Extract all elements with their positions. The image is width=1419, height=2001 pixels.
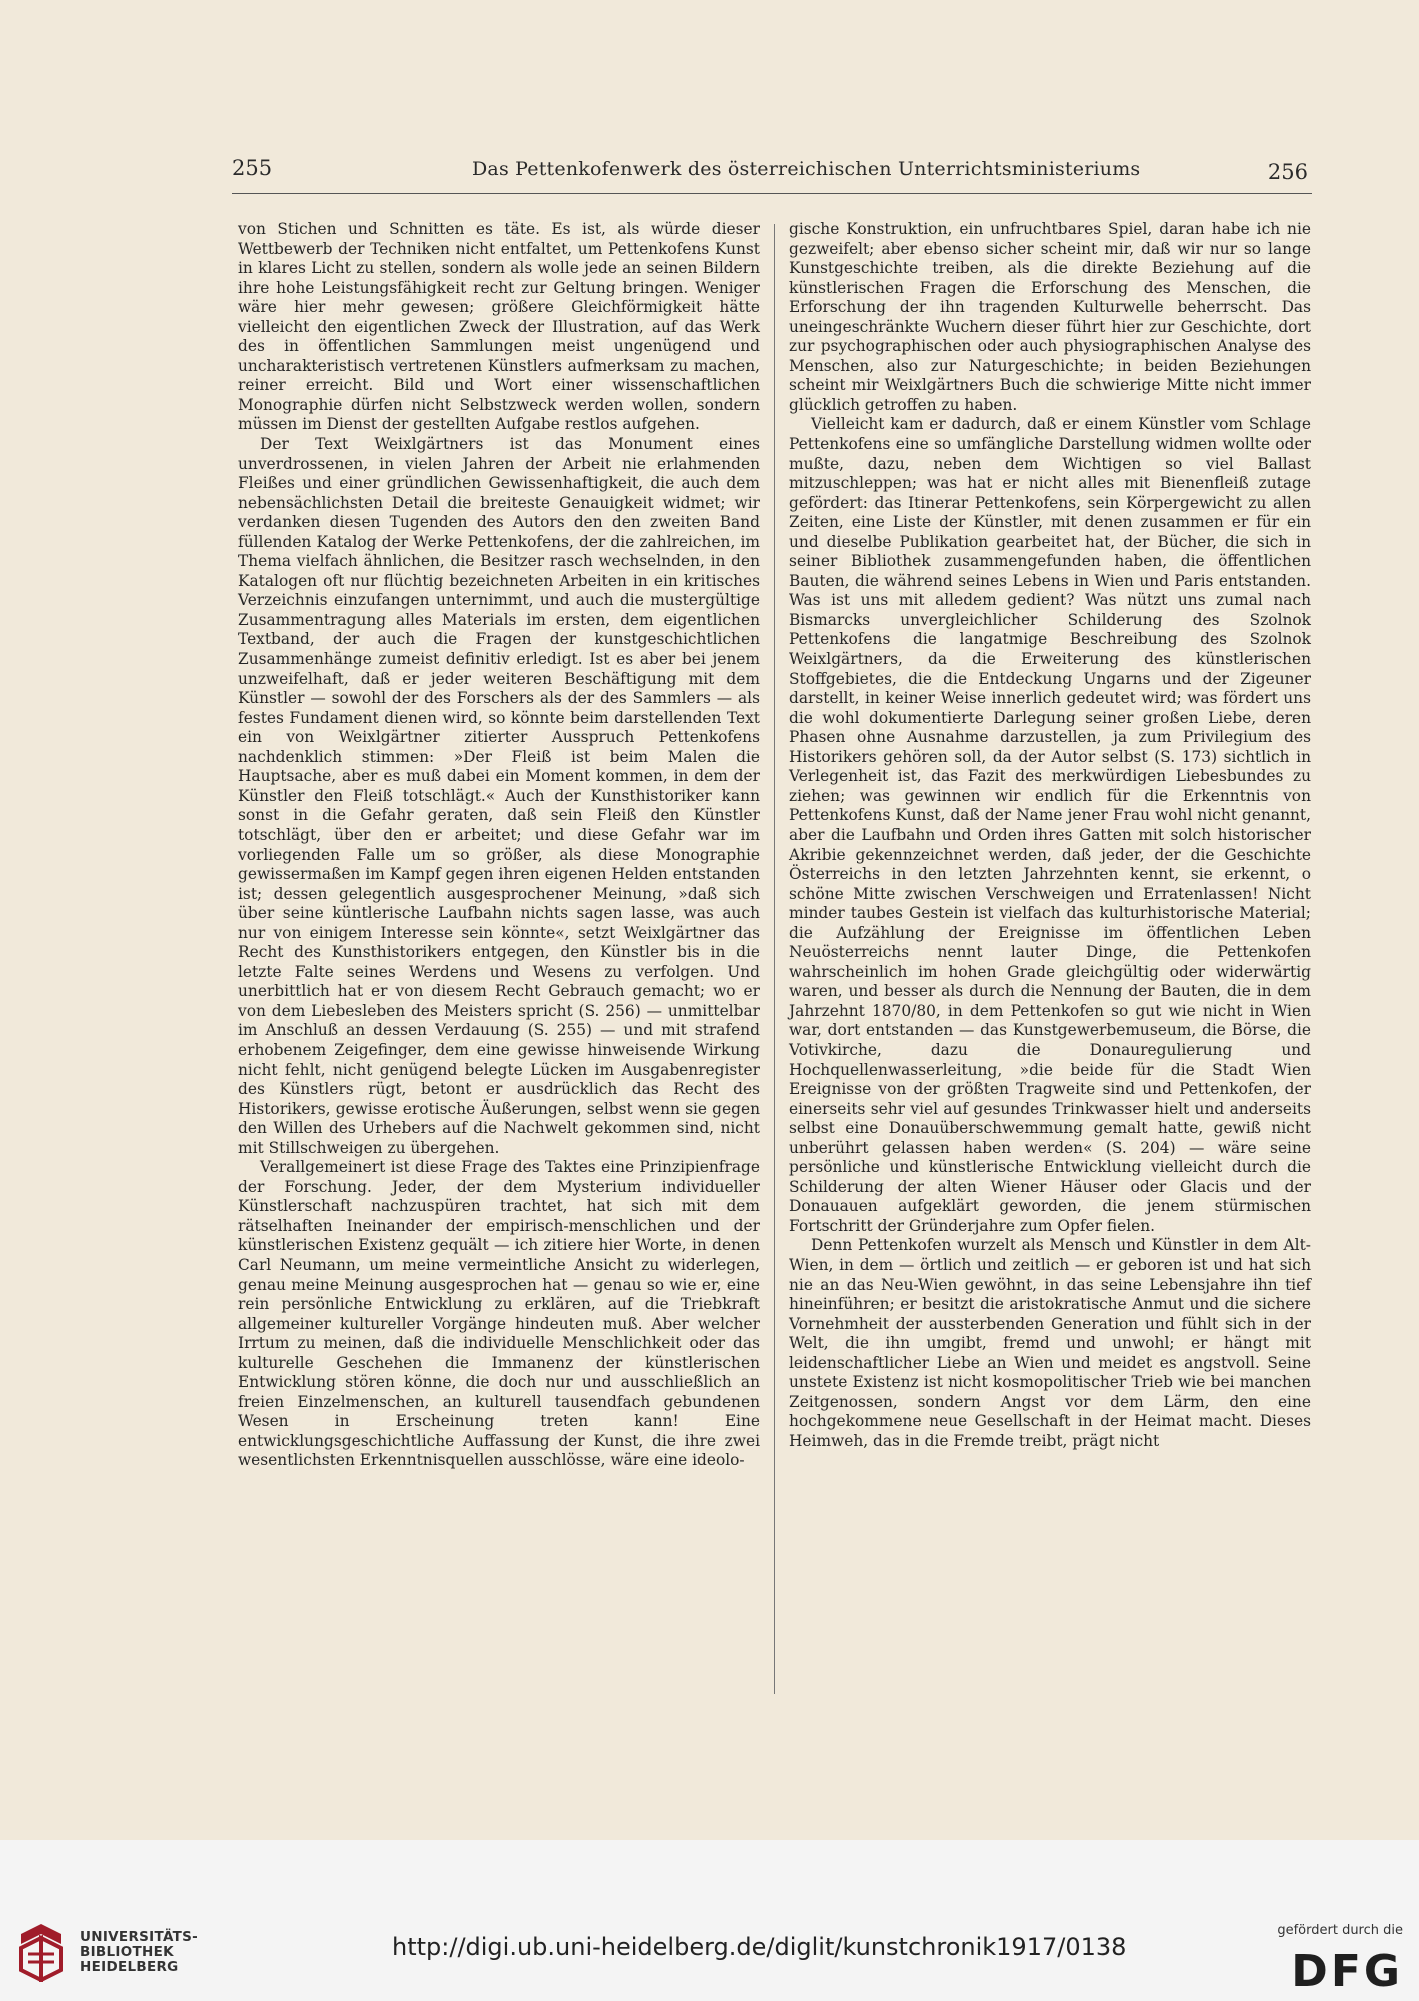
paragraph: Verallgemeinert ist diese Frage des Taktes eine Prinzipienfrage der Forschung. Jeder, der dem Mysterium individueller Künstlerschaft nachzuspüren trachtet, hat sich mit dem rätselhaften Ineinander der empirisch-menschlichen und der künstlerischen Existenz gequält — ich zitiere hier Worte, in denen Carl Neumann, um meine vermeintliche Ansicht zu widerlegen, genau meine Meinung ausgesprochen hat — genau so wie er, eine rein persönliche Entwicklung zu erklären, auf die Triebkraft allgemeiner kultureller Vorgänge hindeuten muß. Aber welcher Irrtum zu meinen, daß die individuelle Menschlichkeit oder das kulturelle Geschehen die Immanenz der künstlerischen Entwicklung stören könne, die doch nur und ausschließlich an freien Einzelmenschen, an kulturell tausendfach gebundenen Wesen in Erscheinung treten kann! Eine entwicklungsgeschichtliche Auffassung der Kunst, die ihre zwei wesentlichsten Erkenntnisquellen ausschlösse, wäre eine ideolo- — [238, 1158, 760, 1470]
paragraph: Vielleicht kam er dadurch, daß er einem Künstler vom Schlage Pettenkofens eine so umfängliche Darstellung widmen wollte oder mußte, dazu, neben dem Wichtigen so viel Ballast mitzuschleppen; was hat er nicht alles mit Bienenfleiß zutage gefördert: das Itinerar Pettenkofens, sein Körpergewicht zu allen Zeiten, eine Liste der Künstler, mit denen zusammen er für ein und dieselbe Publikation gearbeitet hat, der Bücher, die sich in seiner Bibliothek zusammengefunden haben, die öffentlichen Bauten, die während seines Lebens in Wien und Paris entstanden. Was ist uns mit alledem gedient? Was nützt uns zumal nach Bismarcks unvergleichlicher Schilderung des Szolnok Pettenkofens die langatmige Beschreibung des Szolnok Weixlgärtners, da die Erweiterung des künstlerischen Stoffgebietes, die die Entdeckung Ungarns und der Zigeuner darstellt, in keiner Weise innerlich gedeutet wird; was fördert uns die wohl dokumentierte Darlegung seiner großen Liebe, deren Phasen ohne Ausnahme darzustellen, ja zum Privilegium des Historikers gehören soll, da der Autor selbst (S. 173) sichtlich in Verlegenheit ist, das Fazit des merkwürdigen Liebesbundes zu ziehen; was gewinnen wir endlich für die Erkenntnis von Pettenkofens Kunst, daß der Name jener Frau wohl nicht genannt, aber die Laufbahn und Orden ihres Gatten mit solch historischer Akribie gekennzeichnet werden, daß jeder, der die Geschichte Österreichs in den letzten Jahrzehnten kennt, sie erkennt, o schöne Mitte zwischen Verschweigen und Erratenlassen! Nicht minder taubes Gestein ist vielfach das kulturhistorische Material; die Aufzählung der Ereignisse im öffentlichen Leben Neuösterreichs nennt lauter Dinge, die Pettenkofen wahrscheinlich im hohen Grade gleichgültig oder widerwärtig waren, und besser als durch die Nennung der Bauten, die in dem Jahrzehnt 1870/80, in dem Pettenkofen so gut wie nicht in Wien war, dort entstanden — das Kunstgewerbemuseum, die Börse, die Votivkirche, dazu die Donauregulierung und Hochquellenwasserleitung, »die beide für die Stadt Wien Ereignisse von der größten Tragweite sind und Pettenkofen, der einerseits sehr viel auf gesundes Trinkwasser hielt und anderseits selbst eine Donauüberschwemmung gemalt hatte, gewiß nicht unberührt gelassen haben werden« (S. 204) — wäre seine persönliche und künstlerische Entwicklung vielleicht durch die Schilderung der alten Wiener Häuser oder Glacis und der Donauauen aufgeklärt geworden, die jenem stürmischen Fortschritt der Gründerjahre zum Opfer fielen. — [789, 415, 1311, 1235]
page-number-right: 256 — [1267, 160, 1308, 184]
dfg-logo: DFG — [1291, 1946, 1403, 1997]
left-column — [238, 220, 760, 1471]
funding-text: gefördert durch die — [1277, 1923, 1403, 1938]
viewer-footer — [0, 1840, 1419, 2001]
library-name: UNIVERSITÄTS- BIBLIOTHEK HEIDELBERG — [80, 1929, 199, 1975]
header-rule — [232, 193, 1312, 194]
paragraph: Denn Pettenkofen wurzelt als Mensch und Künstler in dem Alt-Wien, in dem — örtlich und zeitlich — er geboren ist und hat sich nie an das Neu-Wien gewöhnt, in das seine Lebensjahre ihn tief hineinführen; er besitzt die aristokratische Anmut und die sichere Vornehmheit der aussterbenden Generation und fühlt sich in der Welt, die ihn umgibt, fremd und unwohl; er hängt mit leidenschaftlicher Liebe an Wien und meidet es angstvoll. Seine unstete Existenz ist nicht kosmopolitischer Trieb wie bei manchen Zeitgenossen, sondern Angst vor dem Lärm, den eine hochgekommene neue Gesellschaft in der Heimat macht. Dieses Heimweh, das in die Fremde treibt, prägt nicht — [789, 1236, 1311, 1450]
right-column — [789, 220, 1311, 1451]
page-number-left: 255 — [232, 156, 273, 180]
source-url-link[interactable]: http://digi.ub.uni-heidelberg.de/diglit/kunstchronik1917/0138 — [392, 1933, 1127, 1961]
column-divider — [774, 224, 775, 1694]
paragraph: gische Konstruktion, ein unfruchtbares Spiel, daran habe ich nie gezweifelt; aber ebenso sicher scheint mir, daß wir nur so lange Kunstgeschichte treiben, als die direkte Beziehung auf die künstlerischen Fragen die Erforschung des Menschen, die Erforschung der ihn tragenden Kulturwelle beherrscht. Das uneingeschränkte Wuchern dieser führt hier zur Geschichte, dort zur psychographischen oder auch physiographischen Analyse des Menschen, also zur Naturgeschichte; in beiden Beziehungen scheint mir Weixlgärtners Buch die schwierige Mitte nicht immer glücklich getroffen zu haben. — [789, 220, 1311, 414]
running-header — [232, 154, 1312, 190]
paragraph: von Stichen und Schnitten es täte. Es ist, als würde dieser Wettbewerb der Techniken nicht entfaltet, um Pettenkofens Kunst in klares Licht zu stellen, sondern als wolle jede an seinen Bildern ihre hohe Leistungsfähigkeit recht zur Geltung bringen. Weniger wäre hier mehr gewesen; größere Gleichförmigkeit hätte vielleicht den eigentlichen Zweck der Illustration, auf das Werk des in öffentlichen Sammlungen meist ungenügend und uncharakteristisch vertretenen Künstlers aufmerksam zu machen, reiner erreicht. Bild und Wort einer wissenschaftlichen Monographie dürfen nicht Selbstzweck werden wollen, sondern müssen im Dienst der gestellten Aufgabe restlos aufgehen. — [238, 220, 760, 434]
paragraph: Der Text Weixlgärtners ist das Monument eines unverdrossenen, in vielen Jahren der Arbeit nie erlahmenden Fleißes und einer gründlichen Gewissenhaftigkeit, die auch dem nebensächlichsten Detail die breiteste Genauigkeit widmet; wir verdanken diesen Tugenden des Autors den den zweiten Band füllenden Katalog der Werke Pettenkofens, der die zahlreichen, im Thema vielfach ähnlichen, die Besitzer rasch wechselnden, in den Katalogen oft nur flüchtig bezeichneten Arbeiten in ein kritisches Verzeichnis einzufangen unternimmt, und auch die mustergültige Zusammentragung alles Materials im ersten, dem eigentlichen Textband, der auch die Fragen der kunstgeschichtlichen Zusammenhänge zumeist definitiv erledigt. Ist es aber bei jenem unzweifelhaft, daß er jeder weiteren Beschäftigung mit dem Künstler — sowohl der des Forschers als der des Sammlers — als festes Fundament dienen wird, so könnte beim darstellenden Text ein von Weixlgärtner zitierter Ausspruch Pettenkofens nachdenklich stimmen: »Der Fleiß ist beim Malen die Hauptsache, aber es muß dabei ein Moment kommen, in dem der Künstler den Fleiß totschlägt.« Auch der Kunsthistoriker kann sonst in die Gefahr geraten, daß sein Fleiß den Künstler totschlägt, über den er arbeitet; und diese Gefahr war im vorliegenden Falle um so größer, als diese Monographie gewissermaßen im Kampf gegen ihren eigenen Helden entstanden ist; dessen gelegentlich ausgesprochener Meinung, »daß sich über seine küntlerische Laufbahn nichts sagen lasse, was auch nur von einigem Interesse sein könnte«, setzt Weixlgärtner das Recht des Kunsthistorikers entgegen, den Künstler bis in die letzte Falte seines Werdens und Wesens zu verfolgen. Und unerbittlich hat er von diesem Recht Gebrauch gemacht; wo er von dem Liebesleben des Meisters spricht (S. 256) — unmittelbar im Anschluß an dessen Verdauung (S. 255) — und mit strafend erhobenem Zeigefinger, dem eine gewisse hinweisende Wirkung nicht fehlt, nicht genügend belegte Lücken im Ausgabenregister des Künstlers rügt, betont er ausdrücklich das Recht des Historikers, gewisse erotische Äußerungen, selbst wenn sie gegen den Willen des Urhebers auf die Nachwelt gekommen sind, nicht mit Stillschweigen zu übergehen. — [238, 435, 760, 1157]
running-title: Das Pettenkofenwerk des österreichischen Unterrichtsministeriums — [472, 158, 1141, 180]
library-logo-icon — [16, 1922, 66, 1982]
